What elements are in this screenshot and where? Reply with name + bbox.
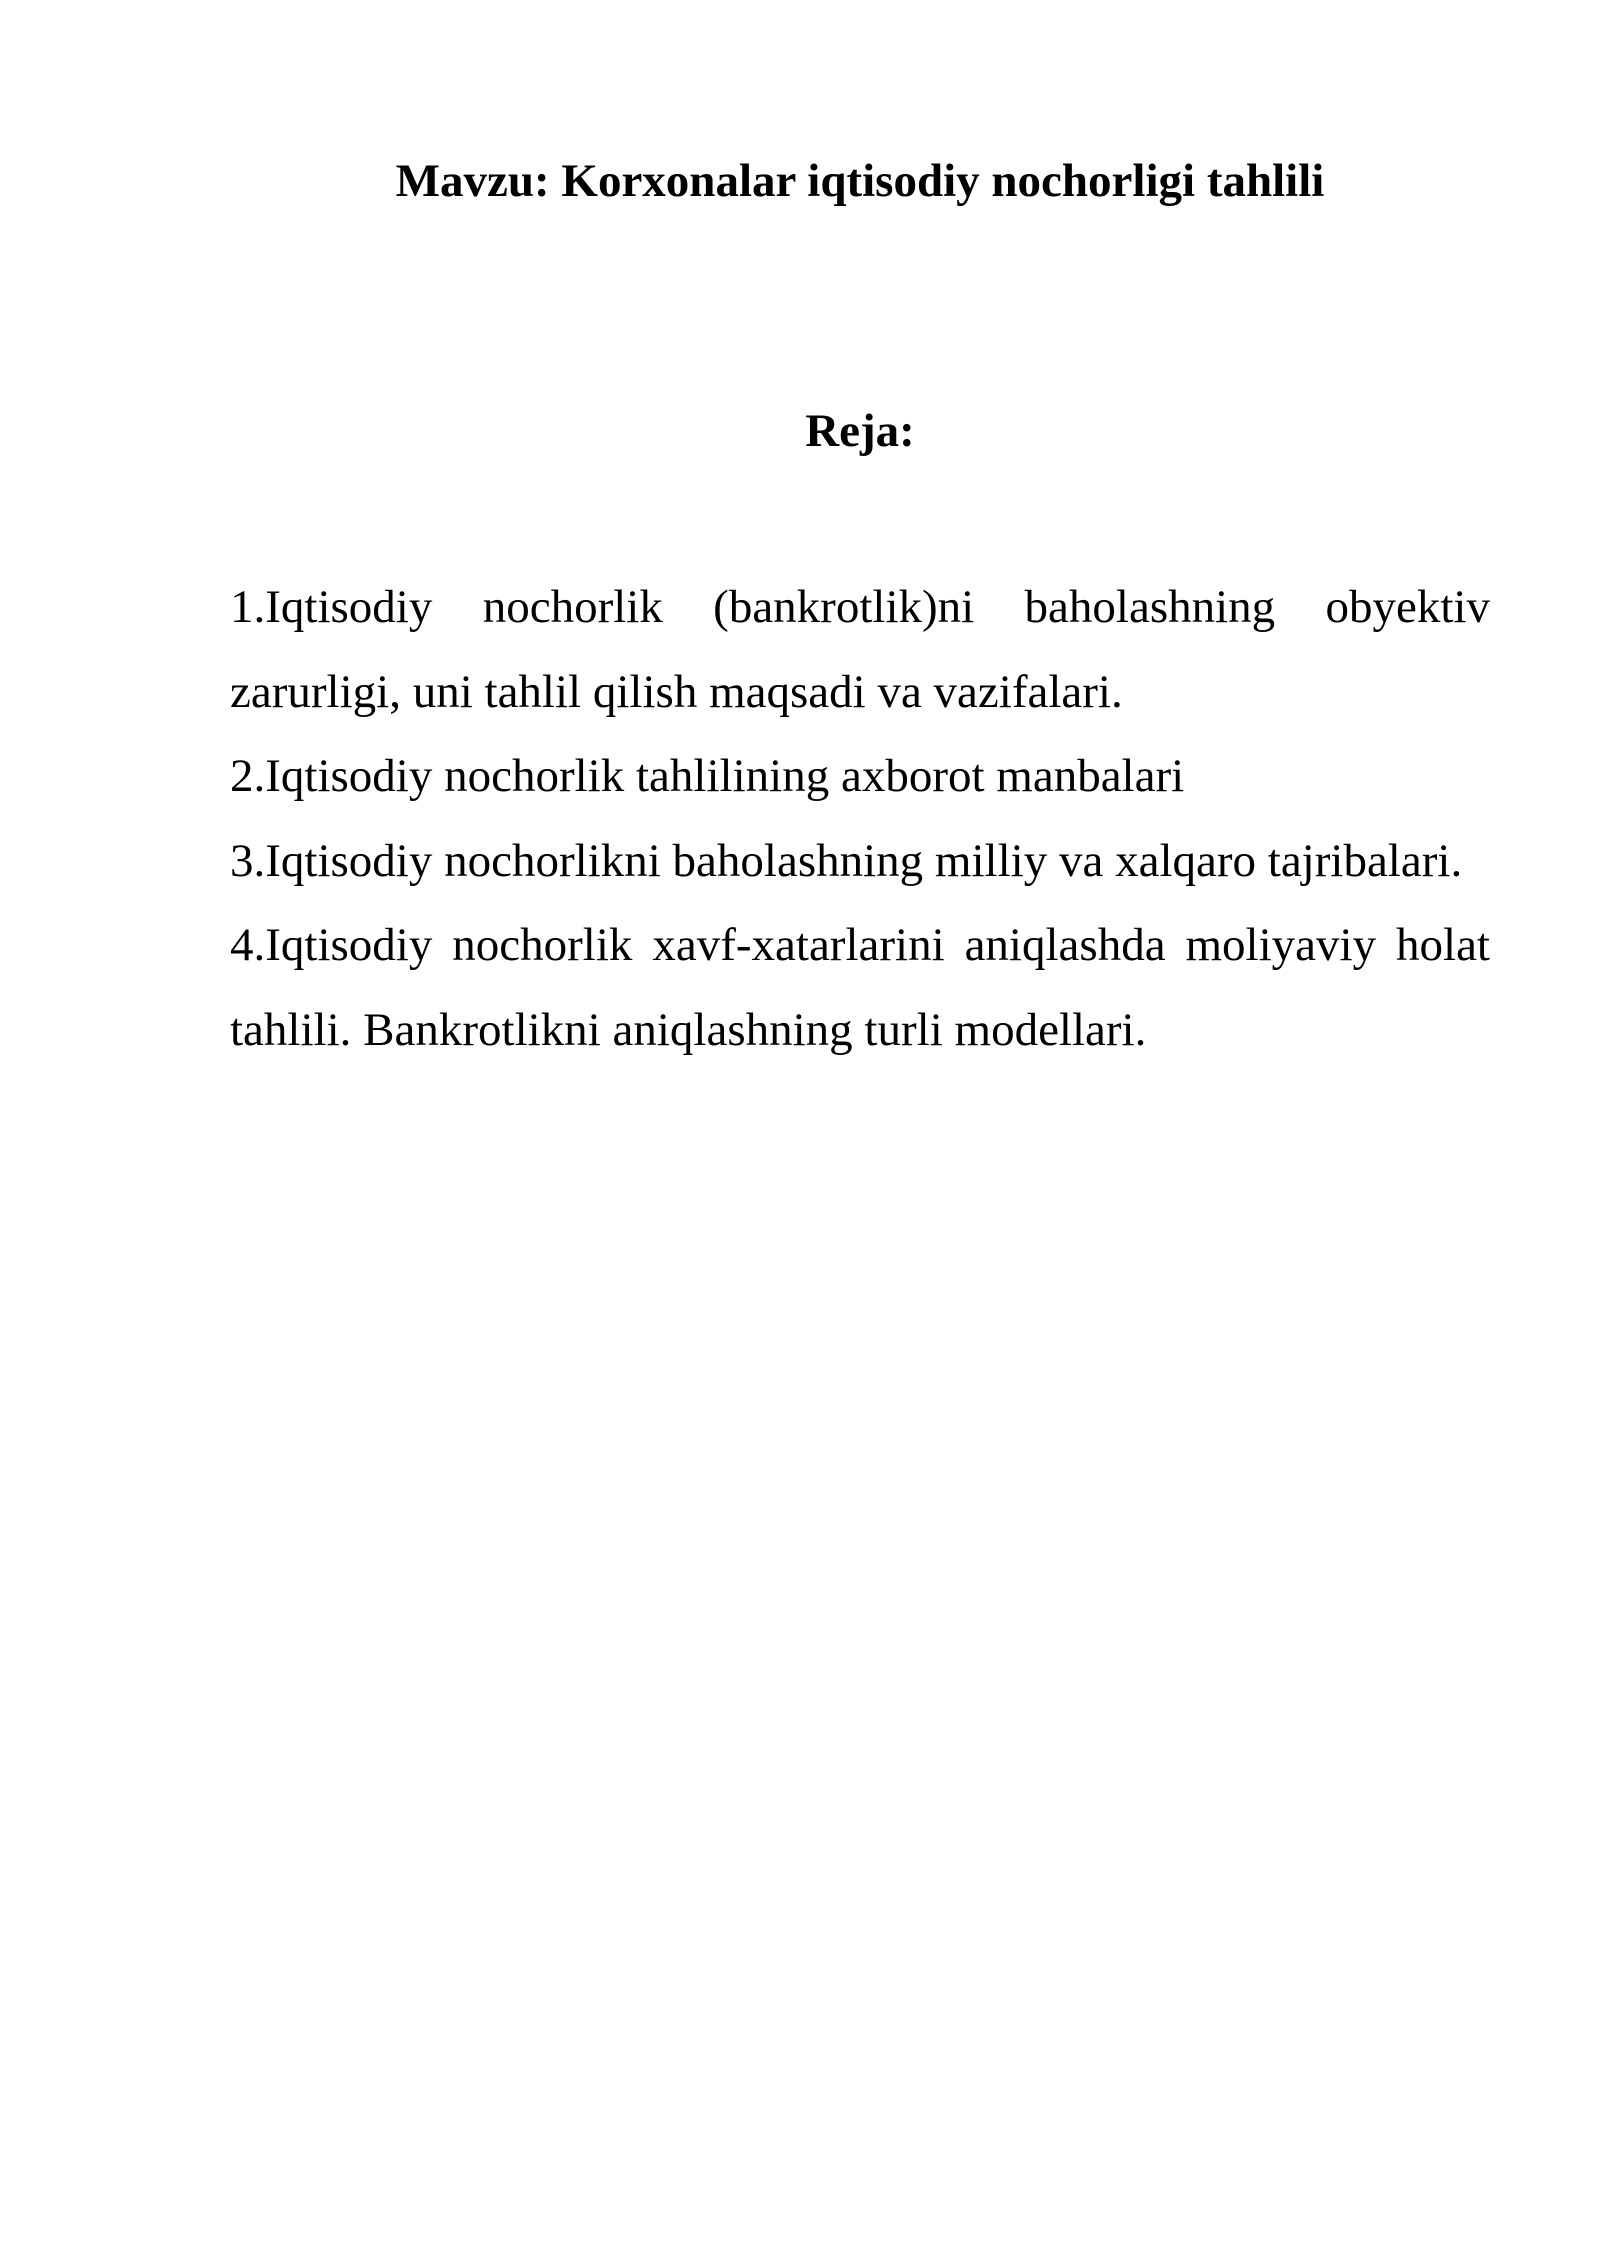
plan-item-4: 4.Iqtisodiy nochorlik xavf-xatarlarini aniqlashda moliyaviy holat tahlili. Bankrotlikni aniqlashning turli modellari. (230, 919, 1490, 1056)
plan-heading: Reja: (805, 405, 915, 457)
plan-item-3: 3.Iqtisodiy nochorlikni baholashning milliy va xalqaro tajribalari. (230, 834, 1463, 887)
plan-item-1: 1.Iqtisodiy nochorlik (bankrotlik)ni baholashning obyektiv zarurligi, uni tahlil qilish maqsadi va vazifalari. (230, 581, 1490, 718)
plan-item-2: 2.Iqtisodiy nochorlik tahlilining axborot manbalari (230, 750, 1185, 802)
page-title: Mavzu: Korxonalar iqtisodiy nochorligi tahlili (395, 155, 1325, 207)
plan-list (230, 565, 1490, 1072)
